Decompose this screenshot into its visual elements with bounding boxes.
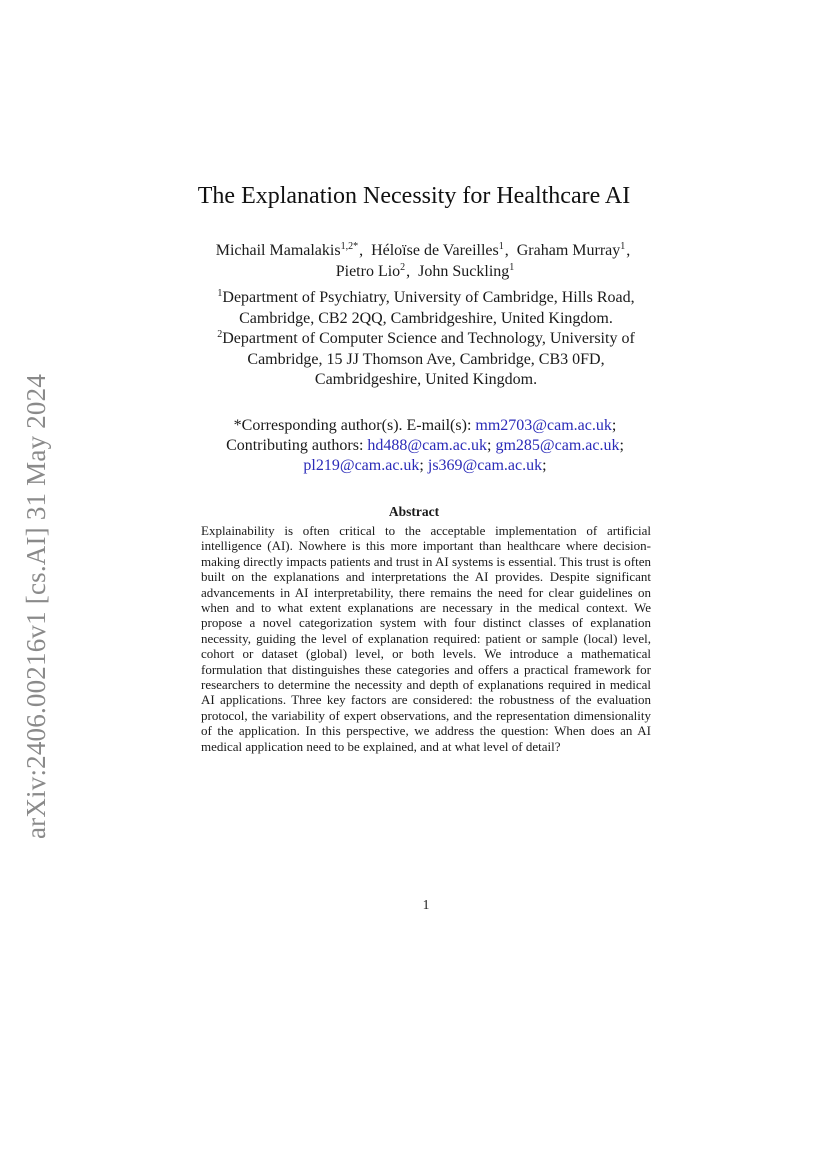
paper-title: The Explanation Necessity for Healthcare AI <box>197 183 631 209</box>
corresponding-author-label: *Corresponding author(s). E-mail(s): <box>233 417 472 434</box>
author-name: Graham Murray <box>516 242 621 259</box>
affiliation-list <box>196 288 656 391</box>
contributing-authors-line: pl219@cam.ac.uk; js369@cam.ac.uk; <box>303 457 547 474</box>
abstract-text: Explainability is often critical to the acceptable implementation of artificial intelligence (AI). Nowhere is this more important than healthcare where decision-making directly impacts patients and trust in AI systems is essential. This trust is often built on the explanations and interpretations the AI provides. Despite significant advancements in AI interpretability, there remains the need for clear guidelines on when and to what extent explanations are necessary in the medical context. We propose a novel categorization system with four distinct classes of explanation necessity, guiding the level of explanation required: patient or sample (local) level, cohort or dataset (global) level, or both levels. We introduce a mathematical formulation that distinguishes these categories and offers a practical framework for researchers to determine the necessity and depth of explanations required in medical AI applications. Three key factors are considered: the robustness of the evaluation protocol, the variability of expert observations, and the representation dimensionality of the application. In this perspective, we address the question: When does an AI medical application need to be explained, and at what level of detail? <box>201 523 651 754</box>
author-name: John Suckling <box>418 263 510 280</box>
contributing-authors-label: Contributing authors: <box>226 437 364 454</box>
email-link[interactable]: pl219@cam.ac.uk <box>303 457 420 474</box>
author-affiliation-marker: 1 <box>498 241 504 252</box>
email-link[interactable]: hd488@cam.ac.uk <box>367 437 487 454</box>
abstract-heading: Abstract <box>388 504 440 519</box>
page-number: 1 <box>422 897 430 912</box>
arxiv-identifier-text: arXiv:2406.00216v1 [cs.AI] 31 May 2024 <box>21 373 52 839</box>
affiliation-entry <box>196 329 656 391</box>
email-link[interactable]: gm285@cam.ac.uk <box>495 437 620 454</box>
author-affiliation-marker: 1 <box>620 241 626 252</box>
affiliation-entry <box>196 288 656 329</box>
contributing-authors-line: Contributing authors: hd488@cam.ac.uk; gm285@cam.ac.uk; <box>226 437 624 454</box>
email-link[interactable]: js369@cam.ac.uk <box>427 457 543 474</box>
affiliation-marker: 2 <box>217 329 223 340</box>
affiliation-text: Department of Psychiatry, University of Cambridge, Hills Road, Cambridge, CB2 2QQ, Cambridgeshire, United Kingdom. <box>222 289 635 327</box>
author-name: Michail Mamalakis <box>215 242 341 259</box>
affiliation-marker: 1 <box>217 288 223 299</box>
author-list: Michail Mamalakis$^{1,2*}$, Héloïse de Vareilles$^1$, Graham Murray$^1$, Pietro Lio$^2$, John Suckling$^1$ <box>215 241 631 280</box>
arxiv-identifier-stamp <box>21 364 52 848</box>
author-name: Pietro Lio <box>335 263 401 280</box>
affiliation-text: Department of Computer Science and Technology, University of Cambridge, 15 JJ Thomson Ave, Cambridge, CB3 0FD, Cambridgeshire, United Kingdom. <box>222 330 635 388</box>
corresponding-author-line: *Corresponding author(s). E-mail(s): mm2703@cam.ac.uk; <box>233 417 617 434</box>
contact-block <box>190 416 660 476</box>
author-name: Héloïse de Vareilles <box>371 242 499 259</box>
email-link[interactable]: mm2703@cam.ac.uk <box>475 417 612 434</box>
author-affiliation-marker: 1 <box>509 262 515 273</box>
author-affiliation-marker: 1,2* <box>340 241 359 252</box>
author-affiliation-marker: 2 <box>400 262 406 273</box>
